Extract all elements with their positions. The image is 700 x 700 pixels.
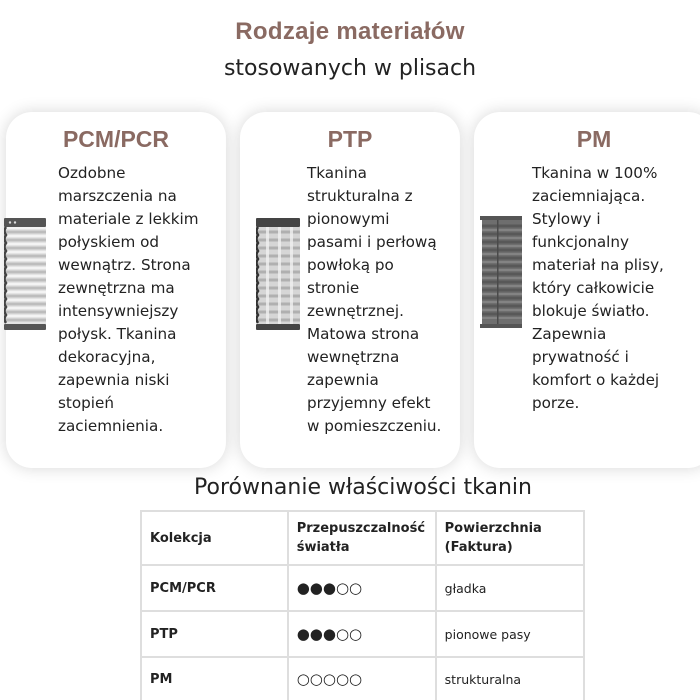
header-surface: Powierzchnia (Faktura) <box>436 511 584 565</box>
cell-surface: gładka <box>436 565 584 611</box>
cell-surface: pionowe pasy <box>436 611 584 657</box>
comparison-title: Porównanie właściwości tkanin <box>194 475 532 500</box>
table-row <box>141 611 584 657</box>
card-pcm-pcr <box>6 112 226 468</box>
cell-collection: PCM/PCR <box>141 565 288 611</box>
header-light: Przepuszczalność światła <box>288 511 436 565</box>
card-title: PM <box>576 126 612 152</box>
page-subtitle: stosowanych w plisach <box>223 56 477 81</box>
cell-light-rating: ○○○○○ <box>288 657 436 700</box>
fabric-swatch-pcm-pcr <box>4 218 46 330</box>
card-description: Ozdobne marszczenia na materiale z lekkim połyskiem od wewnątrz. Strona zewnętrzna ma intensywniejszy połysk. Tkanina dekoracyjna, zapewnia niski stopień zaciemnienia. <box>58 164 199 435</box>
cell-light-rating: ●●●○○ <box>288 565 436 611</box>
table-header-row <box>141 511 584 565</box>
table-row <box>141 565 584 611</box>
header-collection: Kolekcja <box>141 511 288 565</box>
card-description: Tkanina strukturalna z pionowymi pasami i perłową powłoką po stronie zewnętrznej. Matowa strona wewnętrzna zapewnia przyjemny efekt w pomieszczeniu. <box>307 164 442 435</box>
fabric-swatch-ptp <box>256 218 300 330</box>
cell-light-rating: ●●●○○ <box>288 611 436 657</box>
card-ptp <box>240 112 460 468</box>
card-pm <box>474 112 700 468</box>
cell-collection: PTP <box>141 611 288 657</box>
card-description: Tkanina w 100% zaciemniająca. Stylowy i funkcjonalny materiał na plisy, który całkowicie blokuje światło. Zapewnia prywatność i komfort o każdej porze. <box>532 164 664 412</box>
page-title: Rodzaje materiałów <box>235 18 465 45</box>
cell-surface: strukturalna <box>436 657 584 700</box>
comparison-table <box>140 510 585 700</box>
fabric-swatch-pm <box>480 216 522 328</box>
cell-collection: PM <box>141 657 288 700</box>
card-title: PCM/PCR <box>62 126 170 152</box>
card-title: PTP <box>327 126 373 152</box>
table-row <box>141 657 584 700</box>
